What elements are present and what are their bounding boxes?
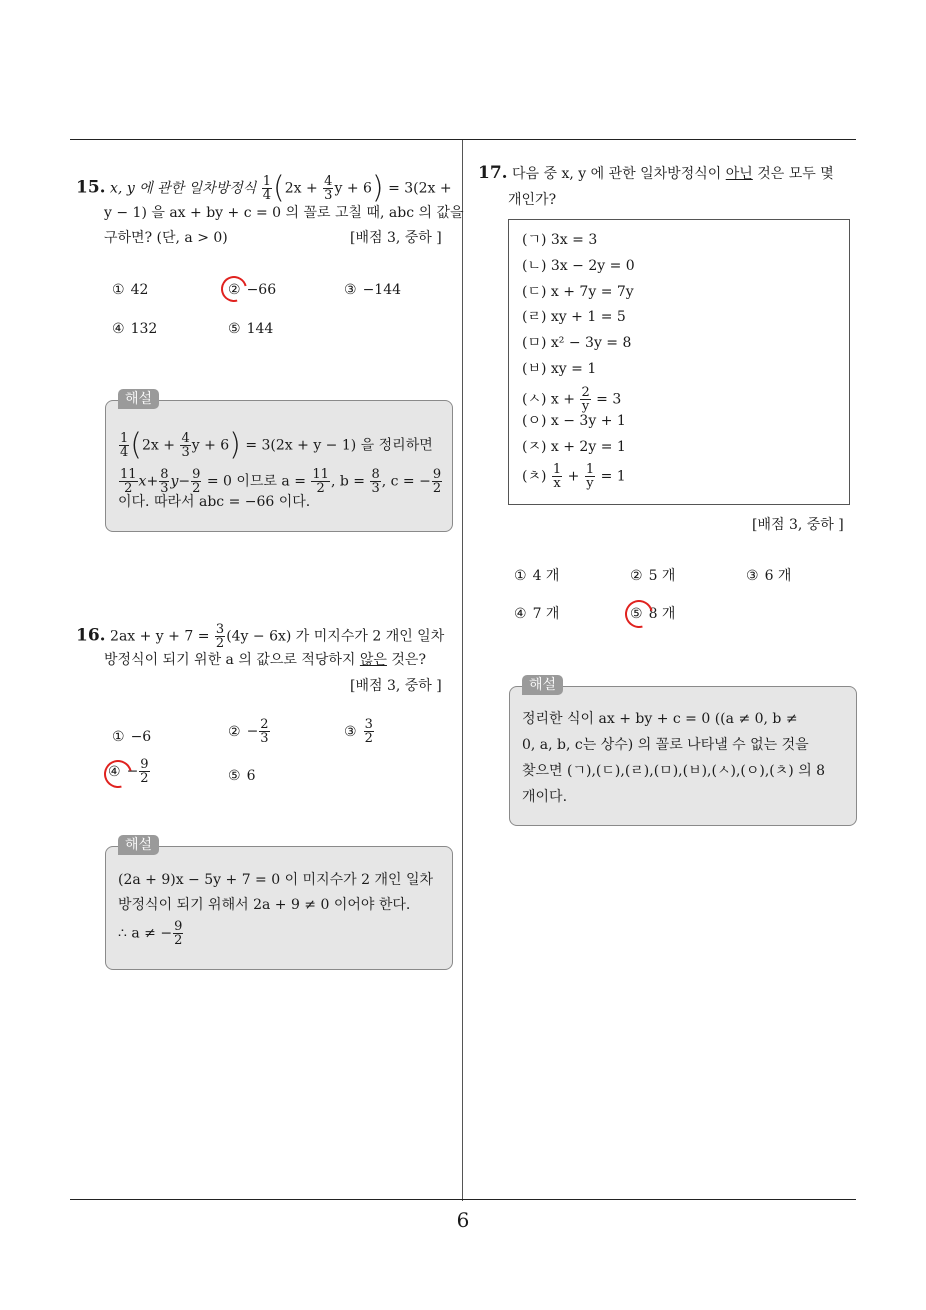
q17-solution-line4: 개이다.	[522, 789, 568, 805]
q16-score: [배점 3, 중하 ]	[350, 678, 442, 694]
fraction: $\frac{4}{3}$	[324, 174, 333, 203]
q17-line1: 17. 다음 중 x, y 에 관한 일차방정식이 아닌 것은 모두 몇	[478, 163, 834, 183]
q16-line1: 16. 2ax + y + 7 = $\frac{3}{2}$ (4y − 6x) 가 미지수가 2 개인 일차	[76, 622, 445, 651]
q17-solution-line2: 0, a, b, c는 상수) 의 꼴로 나타낼 수 없는 것을	[522, 737, 809, 753]
q15-solution-tag: 해설	[118, 389, 159, 409]
answer-mark	[216, 271, 252, 307]
q17-condition: (ㄴ) 3x − 2y = 0	[522, 258, 635, 274]
q17-condition: (ㅂ) xy = 1	[522, 361, 597, 377]
q17-condition: (ㅁ) x² − 3y = 8	[522, 335, 632, 351]
q15-line2: y − 1) 을 ax + by + c = 0 의 꼴로 고칠 때, abc 의 값을	[104, 205, 464, 221]
page-number: 6	[456, 1208, 470, 1232]
q17-solution-line1: 정리한 식이 ax + by + c = 0 ((a ≠ 0, b ≠	[522, 711, 798, 727]
fraction: $\frac{1}{4}$	[262, 174, 272, 203]
q15-solution-box	[105, 400, 453, 532]
q15-choice-5[interactable]: ⑤ 144	[228, 321, 274, 337]
answer-mark	[620, 595, 658, 633]
top-rule	[70, 139, 856, 140]
bottom-rule	[70, 1199, 856, 1200]
q17-score: [배점 3, 중하 ]	[752, 517, 844, 533]
q17-line2: 개인가?	[508, 192, 557, 208]
q17-condition: (ㄱ) 3x = 3	[522, 232, 598, 248]
q17-choice-5[interactable]: ⑤ 8 개	[630, 606, 676, 622]
q16-choice-5[interactable]: ⑤ 6	[228, 768, 256, 784]
q17-condition: (ㅈ) x + 2y = 1	[522, 439, 626, 455]
q17-choice-3[interactable]: ③ 6 개	[746, 568, 792, 584]
q17-condition: (ㄹ) xy + 1 = 5	[522, 309, 626, 325]
q16-choice-3[interactable]: ③ $\frac{3}{2}$	[344, 717, 373, 746]
q15-choice-3[interactable]: ③ −144	[344, 282, 402, 298]
q16-solution-tag: 해설	[118, 835, 159, 855]
q17-choice-4[interactable]: ④ 7 개	[514, 606, 560, 622]
q16-solution-line1: (2a + 9)x − 5y + 7 = 0 이 미지수가 2 개인 일차	[118, 872, 434, 888]
q16-number: 16.	[76, 625, 106, 646]
q15-choice-2[interactable]: ② −66	[228, 282, 277, 298]
q17-choice-2[interactable]: ② 5 개	[630, 568, 676, 584]
q15-line3: 구하면? (단, a > 0)	[104, 230, 228, 246]
q15-solution-line1: $\frac{1}{4}$ (2x + $\frac{4}{3}$ y + 6) = 3(2x + y − 1) 을 정리하면	[120, 427, 433, 463]
q17-condition: (ㅇ) x − 3y + 1	[522, 413, 626, 429]
q15-solution-line3: 이다. 따라서 abc = −66 이다.	[118, 494, 311, 510]
q16-choice-2[interactable]: ② − $\frac{2}{3}$	[228, 717, 269, 746]
q15-number: 15.	[76, 177, 106, 198]
q15-score: [배점 3, 중하 ]	[350, 230, 442, 246]
q15-choice-1[interactable]: ① 42	[112, 282, 149, 298]
q16-line2: 방정식이 되기 위한 a 의 값으로 적당하지 않은 것은?	[104, 652, 426, 668]
q17-condition: (ㅅ) x + $\frac{2}{y}$ = 3	[522, 385, 622, 414]
q17-choice-1[interactable]: ① 4 개	[514, 568, 560, 584]
q17-number: 17.	[478, 163, 508, 183]
q16-solution-line3: ∴ a ≠ − $\frac{9}{2}$	[118, 919, 183, 948]
q15-solution-line2: $\frac{11}{2}$ x+ $\frac{8}{3}$ y− $\frac{9}{2}$ = 0 이므로 a = $\frac{11}{2}$ , b = $\frac{8}{3}$ , c = − $\frac{9}{2}$	[120, 467, 442, 496]
q15-choice-4[interactable]: ④ 132	[112, 321, 158, 337]
q16-choice-4[interactable]: ④ − $\frac{9}{2}$	[108, 757, 149, 786]
q17-solution-line3: 찾으면 (ㄱ),(ㄷ),(ㄹ),(ㅁ),(ㅂ),(ㅅ),(ㅇ),(ㅊ) 의 8	[522, 763, 826, 779]
q15-line1: 15. x, y 에 관한 일차방정식 $\frac{1}{4}$ (2x + $\frac{4}{3}$ y + 6) = 3(2x +	[76, 170, 452, 206]
q16-solution-line2: 방정식이 되기 위해서 2a + 9 ≠ 0 이어야 한다.	[118, 897, 411, 913]
q17-condition: (ㄷ) x + 7y = 7y	[522, 284, 634, 300]
q16-choice-1[interactable]: ① −6	[112, 729, 152, 745]
column-divider	[462, 140, 463, 1201]
q17-solution-tag: 해설	[522, 675, 563, 695]
q17-condition: (ㅊ) $\frac{1}{x}$ + $\frac{1}{y}$ = 1	[522, 462, 626, 491]
